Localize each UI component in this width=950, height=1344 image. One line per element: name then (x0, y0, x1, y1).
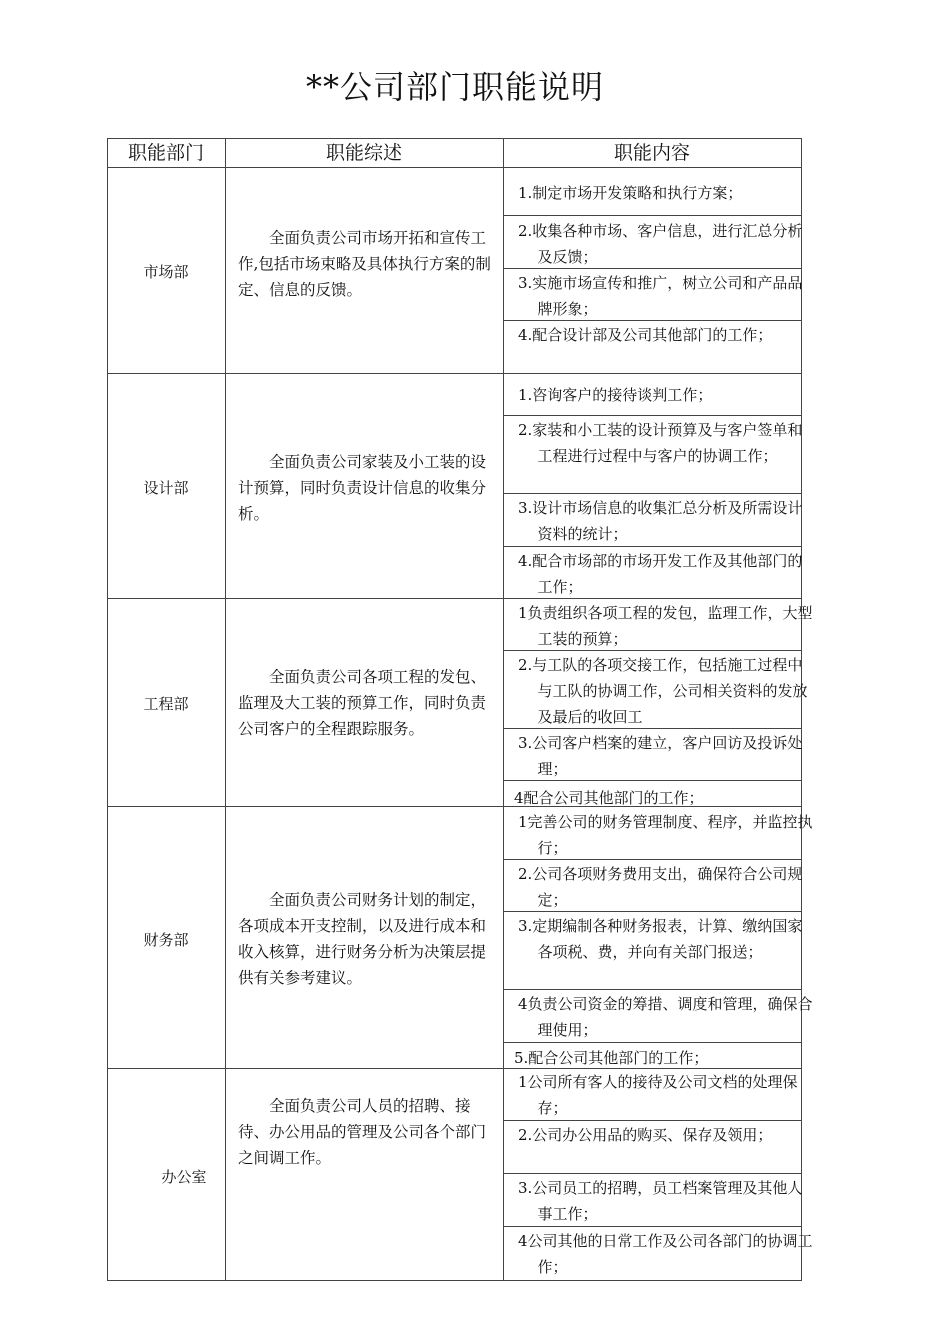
function-item: 2.公司各项财务费用支出，确保符合公司规定； (518, 865, 803, 909)
function-item: 2.收集各种市场、客户信息，进行汇总分析及反馈； (518, 222, 803, 266)
function-item: 1负责组织各项工程的发包，监理工作，大型工装的预算； (518, 604, 813, 648)
row-divider (107, 373, 802, 374)
function-item: 3.公司员工的招聘，员工档案管理及其他人事工作； (518, 1179, 803, 1223)
table-divider-col1 (225, 138, 226, 1281)
header-bottom-line (107, 167, 802, 168)
function-item: 2.家装和小工装的设计预算及与客户签单和工程进行过程中与客户的协调工作； (518, 421, 803, 465)
department-name: 工程部 (143, 695, 189, 713)
item-divider (503, 989, 802, 990)
function-item: 5.配合公司其他部门的工作； (514, 1049, 709, 1067)
header-content: 职能内容 (613, 142, 690, 164)
function-item: 1.制定市场开发策略和执行方案； (518, 184, 743, 202)
function-item: 4负责公司资金的筹措、调度和管理，确保合理使用； (518, 995, 813, 1039)
function-item: 2.与工队的各项交接工作，包括施工过程中与工队的协调工作，公司相关资料的发放及最后的收回工 (518, 656, 808, 726)
header-department: 职能部门 (127, 142, 204, 164)
item-divider (503, 215, 802, 216)
function-item: 2.公司办公用品的购买、保存及领用； (518, 1126, 773, 1144)
item-divider (503, 1173, 802, 1174)
department-name: 设计部 (143, 479, 189, 497)
function-item: 4公司其他的日常工作及公司各部门的协调工作； (518, 1232, 813, 1276)
department-summary: 全面负责公司人员的招聘、接待、办公用品的管理及公司各个部门之间调工作。 (238, 1097, 487, 1167)
header-summary: 职能综述 (325, 142, 402, 164)
department-summary: 全面负责公司各项工程的发包、监理及大工装的预算工作，同时负责公司客户的全程跟踪服务。 (238, 668, 487, 738)
function-item: 4.配合设计部及公司其他部门的工作； (518, 326, 773, 344)
function-item: 1公司所有客人的接待及公司文档的处理保存； (518, 1073, 798, 1117)
function-item: 3.实施市场宣传和推广，树立公司和产品品牌形象； (518, 274, 803, 318)
item-divider (503, 728, 802, 729)
function-item: 3.公司客户档案的建立，客户回访及投诉处理； (518, 734, 803, 778)
table-border-top (107, 138, 802, 139)
function-item: 3.定期编制各种财务报表，计算、缴纳国家各项税、费，并向有关部门报送； (518, 917, 803, 961)
table-border-bottom (107, 1280, 802, 1281)
item-divider (503, 493, 802, 494)
function-item: 3.设计市场信息的收集汇总分析及所需设计资料的统计； (518, 499, 803, 543)
department-name: 财务部 (143, 931, 189, 949)
function-item: 4配合公司其他部门的工作； (514, 789, 704, 807)
function-item: 1完善公司的财务管理制度、程序，并监控执行； (518, 813, 813, 857)
function-item: 4.配合市场部的市场开发工作及其他部门的工作； (518, 552, 803, 596)
department-summary: 全面负责公司财务计划的制定，各项成本开支控制，以及进行成本和收入核算，进行财务分析为决策层提供有关参考建议。 (238, 891, 487, 987)
department-summary: 全面负责公司家装及小工装的设计预算，同时负责设计信息的收集分析。 (238, 453, 487, 523)
item-divider (503, 415, 802, 416)
department-name: 市场部 (143, 263, 189, 281)
department-name: 办公室 (161, 1168, 207, 1186)
table-divider-col2 (503, 138, 504, 1281)
department-summary: 全面负责公司市场开拓和宣传工作,包括市场束略及具体执行方案的制定、信息的反馈。 (238, 229, 491, 299)
page-title: **公司部门职能说明 (305, 68, 604, 106)
function-item: 1.咨询客户的接待谈判工作； (518, 386, 713, 404)
